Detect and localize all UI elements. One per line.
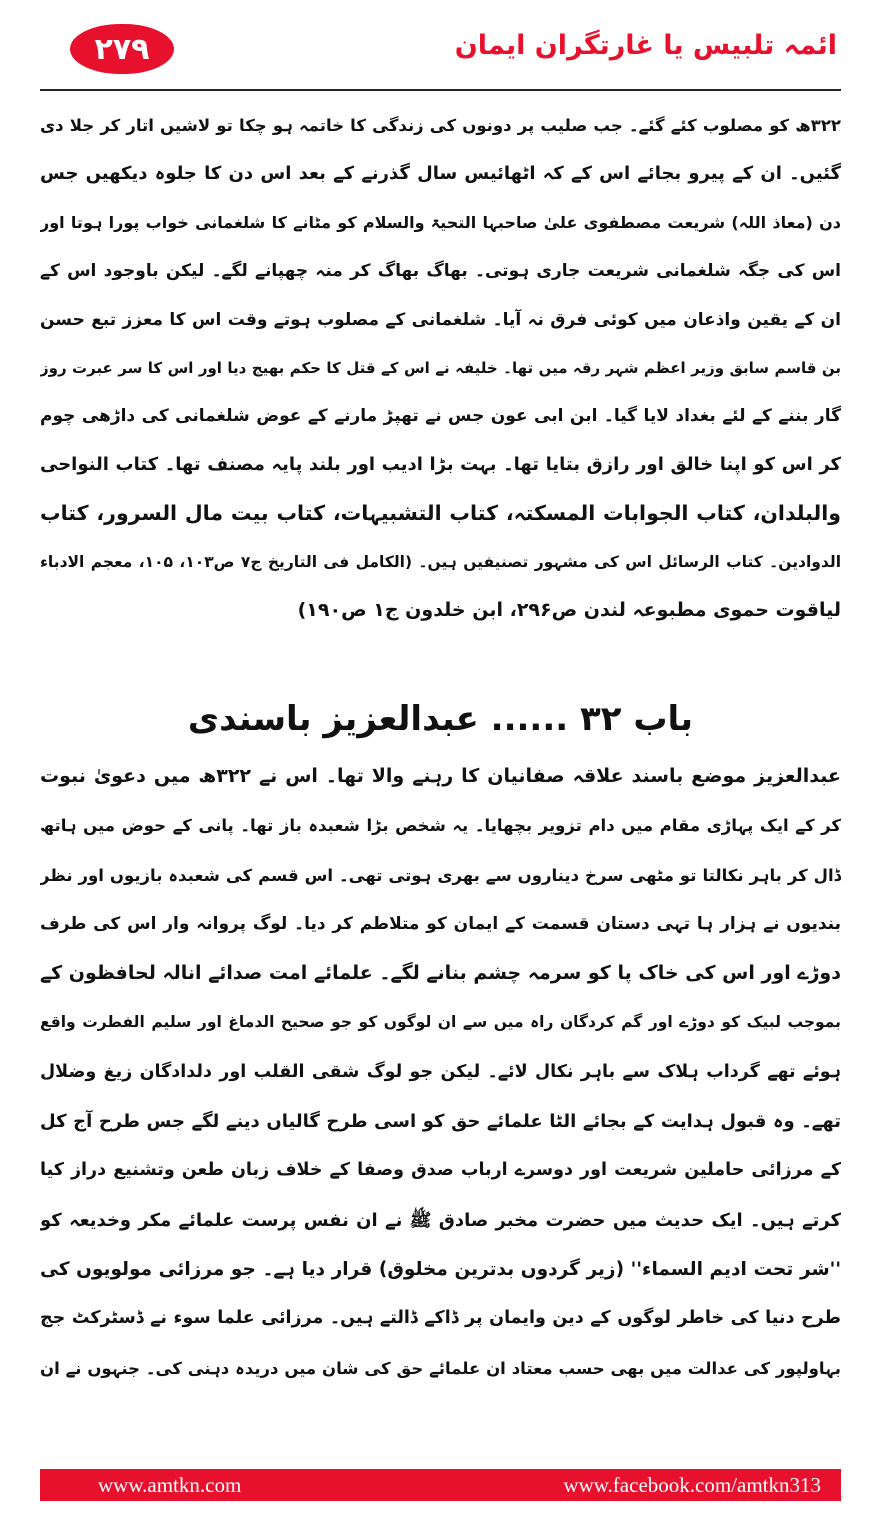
- text-line-reference: لیاقوت حموی مطبوعہ لندن ص۲۹۶، ابن خلدون ج۱ ص۱۹۰): [297, 598, 841, 621]
- text-line: الدوادین۔ کتاب الرسائل اس کی مشہور تصنیفیں ہیں۔ (الکامل فی التاریخ ج۷ ص۱۰۳، ۱۰۵، معجم الادباء: [40, 552, 841, 571]
- page-number-badge: [70, 24, 174, 74]
- page-header: [40, 22, 841, 100]
- text-line: والبلدان، کتاب الجوابات المسکتہ، کتاب التشبیہات، کتاب بیت مال السرور، کتاب: [40, 501, 841, 526]
- facebook-link[interactable]: www.facebook.com/amtkn313: [563, 1473, 821, 1497]
- text-line: ''شر تحت ادیم السماء'' (زیر گردوں بدترین مخلوق) قرار دیا ہے۔ جو مرزائی مولویوں کی: [40, 1258, 841, 1280]
- text-line: بندیوں نے ہزار ہا تہی دستان قسمت کے ایمان کو متلاطم کر دیا۔ لوگ پروانہ وار اس کی طرف: [40, 913, 841, 934]
- paragraph-bottom: [40, 752, 841, 1393]
- text-line: ڈال کر باہر نکالتا تو مٹھی سرخ دیناروں سے بھری ہوتی تھی۔ اس قسم کی شعبدہ بازیوں اور نظر: [40, 865, 841, 885]
- paragraph-top: [40, 102, 841, 634]
- text-line: دوڑے اور اس کی خاک پا کو سرمہ چشم بنانے لگے۔ علمائے امت صدائے انالہ لحافظون کے: [40, 962, 841, 985]
- header-divider: [40, 89, 841, 91]
- text-line: گار بننے کے لئے بغداد لایا گیا۔ ابن ابی عون جس نے تھپڑ مارنے کے عوض شلغمانی کی داڑھی چوم: [40, 406, 841, 427]
- page-number: ۲۷۹: [94, 31, 150, 67]
- text-line: بن قاسم سابق وزیر اعظم شہر رقہ میں تھا۔ خلیفہ نے اس کے قتل کا حکم بھیج دیا اور اس کا سر عبرت روز: [40, 358, 841, 377]
- text-line: ہوئے تھے گرداب ہلاک سے باہر نکال لائے۔ لیکن جو لوگ شقی القلب اور دلدادگان زیغ وضلال: [40, 1061, 841, 1082]
- website-link[interactable]: www.amtkn.com: [98, 1473, 242, 1497]
- text-line: گئیں۔ ان کے پیرو بجائے اس کے کہ اٹھائیس سال گذرنے کے بعد اس دن کا جلوہ دیکھیں جس: [40, 163, 841, 185]
- text-line: کر کے ایک پہاڑی مقام میں دام تزویر بچھایا۔ یہ شخص بڑا شعبدہ باز تھا۔ پانی کے حوض میں ہاتھ: [40, 816, 841, 836]
- text-line: دن (معاذ اللہ) شریعت مصطفوی علیٰ صاحبہا التحیۃ والسلام کو مٹانے کا شلغمانی خواب پورا ہوتا اور: [40, 212, 841, 232]
- text-line: بموجب لبیک کو دوڑے اور گم کردگان راہ میں سے ان لوگوں کو جو صحیح الدماغ اور سلیم الفطرت واقع: [40, 1013, 841, 1032]
- book-title: ائمہ تلبیس یا غارتگران ایمان: [454, 30, 837, 61]
- text-line: کر اس کو اپنا خالق اور رازق بتایا تھا۔ بہت بڑا ادیب اور بلند پایہ مصنف تھا۔ کتاب النواحی: [40, 453, 841, 475]
- text-line: طرح دنیا کی خاطر لوگوں کے دین وایمان پر ڈاکے ڈالتے ہیں۔ مرزائی علما سوء نے ڈسٹرکٹ جج: [40, 1308, 841, 1329]
- chapter-heading: باب ۳۲ ...... عبدالعزیز باسندی: [187, 699, 694, 739]
- text-line: اس کی جگہ شلغمانی شریعت جاری ہوتی۔ بھاگ بھاگ کر منہ چھپانے لگے۔ لیکن باوجود اس کے: [40, 261, 841, 282]
- text-line: ۳۲۲ھ کو مصلوب کئے گئے۔ جب صلیب پر دونوں کی زندگی کا خاتمہ ہو چکا تو لاشیں اتار کر جلا دی: [40, 116, 841, 135]
- text-line: کرتے ہیں۔ ایک حدیث میں حضرت مخبر صادق ﷺ نے ان نفس پرست علمائے مکر وخدیعہ کو: [40, 1209, 841, 1231]
- text-line: تھے۔ وہ قبول ہدایت کے بجائے الٹا علمائے حق کو اسی طرح گالیاں دینے لگے جس طرح آج کل: [40, 1111, 841, 1133]
- text-line: عبدالعزیز موضع باسند علاقہ صفانیان کا رہنے والا تھا۔ اس نے ۳۲۲ھ میں دعویٰ نبوت: [40, 765, 841, 787]
- footer-bar: [40, 1469, 841, 1501]
- text-line: بہاولپور کی عدالت میں بھی حسب معتاد ان علمائے حق کی شان میں دریدہ دہنی کی۔ جنہوں نے ان: [40, 1358, 841, 1378]
- text-line: ان کے یقین واذعان میں کوئی فرق نہ آیا۔ شلغمانی کے مصلوب ہوتے وقت اس کا معزز تبع حسن: [40, 309, 841, 330]
- text-line: کے مرزائی حاملین شریعت اور دوسرے ارباب صدق وصفا کے خلاف زبان طعن وتشنیع دراز کیا: [40, 1160, 841, 1181]
